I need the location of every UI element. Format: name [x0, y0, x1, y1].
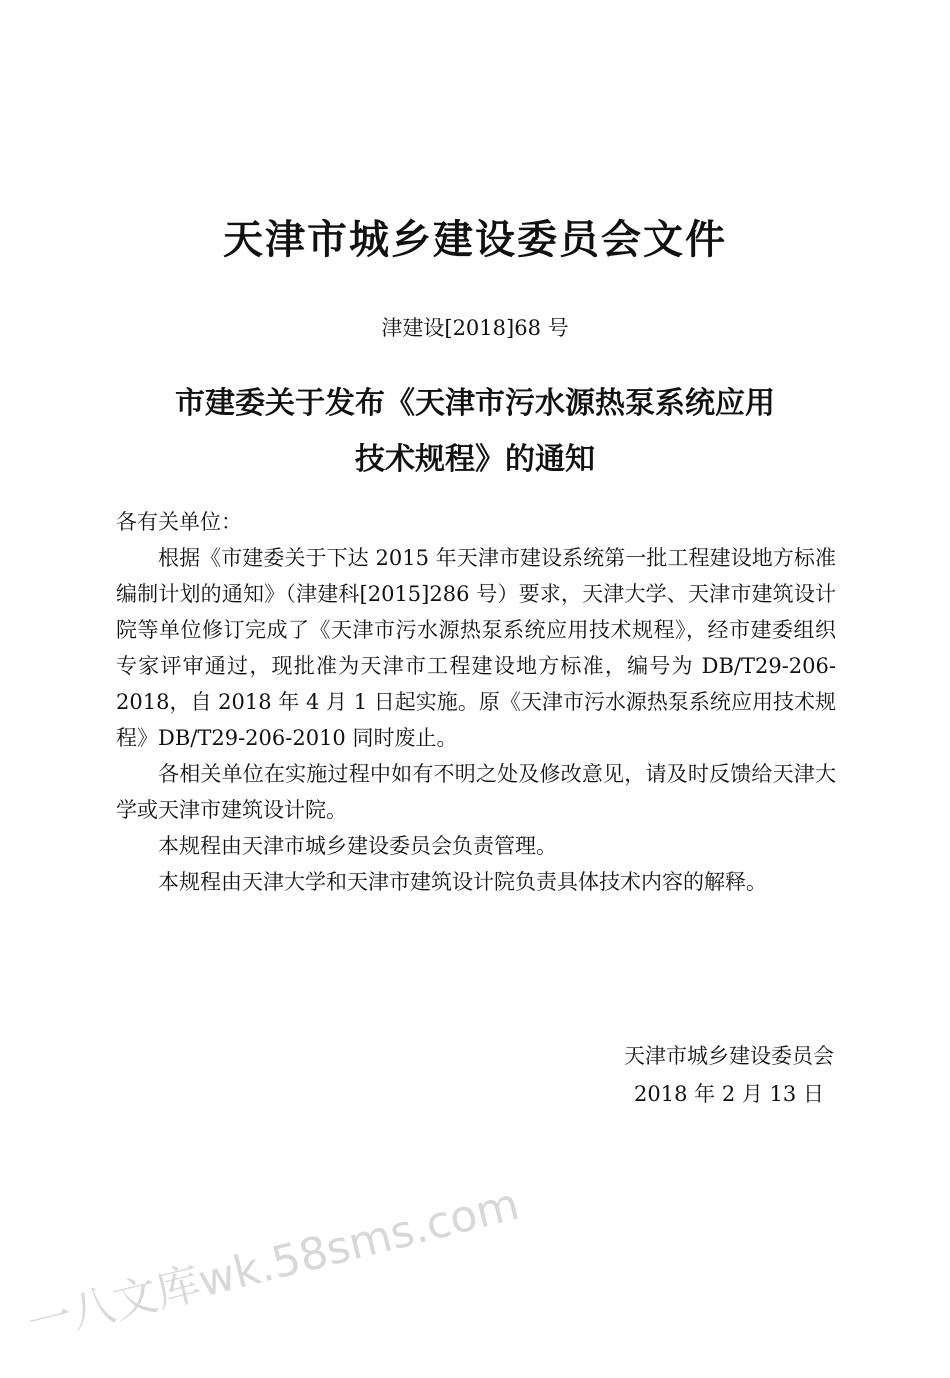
body-paragraph-3: 本规程由天津市城乡建设委员会负责管理。 — [158, 834, 557, 858]
notice-title-line-1: 市建委关于发布《天津市污水源热泵系统应用 — [175, 386, 775, 421]
watermark: 一八文库wk.58sms.com — [22, 1178, 525, 1351]
body-paragraph-2: 各相关单位在实施过程中如有不明之处及修改意见，请及时反馈给天津大学或天津市建筑设计院。 — [116, 762, 836, 822]
notice-title — [80, 376, 870, 488]
signature-organization: 天津市城乡建设委员会 — [624, 1044, 834, 1068]
signature-block — [624, 1037, 834, 1113]
notice-body — [116, 504, 836, 900]
document-header-title: 天津市城乡建设委员会文件 — [223, 217, 727, 263]
body-paragraph-4: 本规程由天津大学和天津市建筑设计院负责具体技术内容的解释。 — [158, 870, 767, 894]
signature-date: 2018 年 2 月 13 日 — [634, 1082, 824, 1106]
addressee: 各有关单位： — [116, 510, 242, 534]
notice-title-line-2: 技术规程》的通知 — [355, 442, 595, 477]
document-number: 津建设[2018]68 号 — [381, 316, 569, 340]
body-paragraph-1: 根据《市建委关于下达 2015 年天津市建设系统第一批工程建设地方标准编制计划的通知》（津建科[2015]286 号）要求，天津大学、天津市建筑设计院等单位修订完成了《天津市污水源热泵系统应用技术规程》，经市建委组织专家评审通过，现批准为天津市工程建设地方标准，编号为 DB/T29-206-2018，自 2018 年 4 月 1 日起实施。原《天津市污水源热泵系统应用技术规程》DB/T29-206-2010 同时废止。 — [116, 546, 836, 750]
